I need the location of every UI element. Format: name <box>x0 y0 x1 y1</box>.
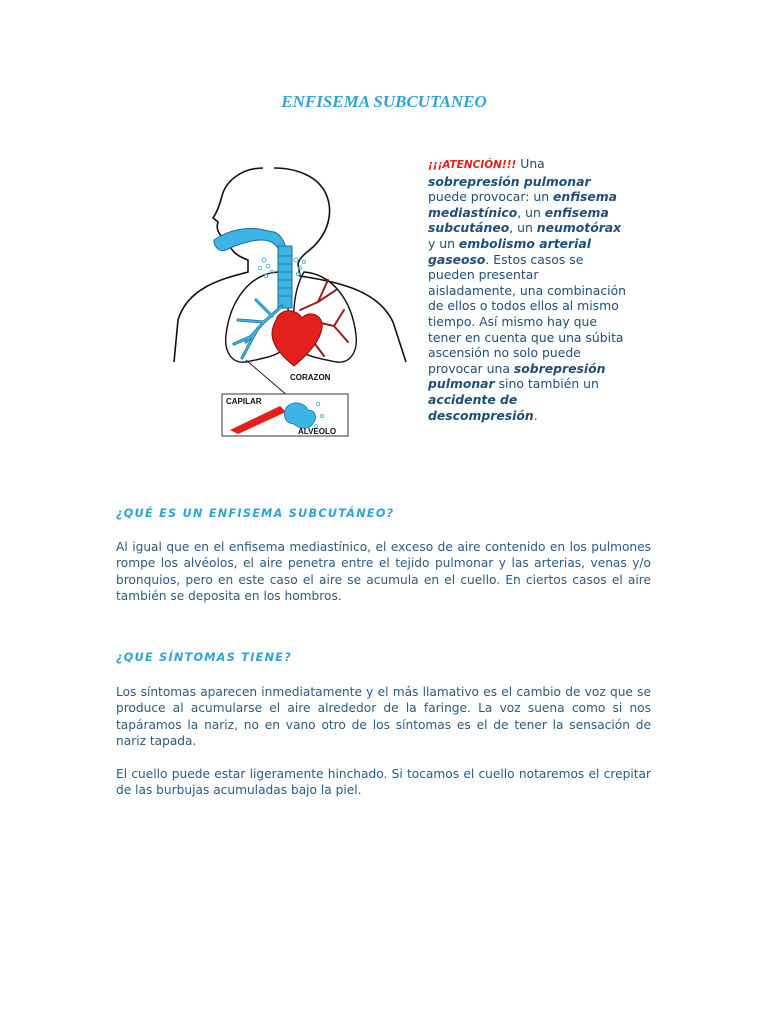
heart-label: CORAZON <box>290 373 331 382</box>
aside-text: sino también un <box>494 376 599 392</box>
aside-emphasis: enfisema subcutáneo <box>428 204 609 236</box>
attention-label: ¡¡¡ATENCIÓN!!! <box>428 159 517 171</box>
section-heading-symptoms: ¿QUE SÍNTOMAS TIENE? <box>116 651 293 664</box>
page-title: ENFISEMA SUBCUTANEO <box>281 92 487 111</box>
aside-text: puede provocar: un <box>428 189 553 205</box>
respiratory-system-illustration <box>168 160 418 442</box>
body-outline <box>174 168 263 362</box>
section-paragraph: Al igual que en el enfisema mediastínico, el exceso de aire contenido en los pulmones rompe los alvéolos, el aire penetra entre el tejido pulmonar y las arterias, venas y/o bronquios, pero en este caso el aire se acumula en el cuello. En ciertos casos el aire también se deposita en los hombros. <box>116 540 651 603</box>
aside-text: . Estos casos se pueden presentar aisladamente, una combinación de ellos o todos ellos al mismo tiempo. Así mismo hay que tener en cuenta que una súbita ascensión no solo puede provocar una <box>428 251 627 376</box>
aside-text: Una <box>516 156 545 171</box>
warning-sidebar <box>428 156 628 423</box>
section-paragraph: El cuello puede estar ligeramente hinchado. Si tocamos el cuello notaremos el crepitar de las burbujas acumuladas bajo la piel. <box>116 767 651 798</box>
callout-line <box>246 360 288 396</box>
aside-text: . <box>533 407 538 423</box>
aside-emphasis: accidente de descompresión <box>428 391 534 423</box>
aside-text: y un <box>428 235 459 251</box>
aside-emphasis: sobrepresión pulmonar <box>428 173 591 189</box>
aside-emphasis: neumotórax <box>536 220 622 236</box>
aside-text: , un <box>509 220 537 236</box>
aside-emphasis: embolismo arterial gaseoso <box>428 235 591 267</box>
alveolus-label: ALVEOLO <box>298 427 337 436</box>
aside-emphasis: enfisema mediastínico <box>428 189 618 220</box>
trachea <box>278 246 292 308</box>
upper-airway <box>214 228 286 256</box>
section-paragraph: Los síntomas aparecen inmediatamente y el más llamativo es el cambio de voz que se produce al acumularse el aire alrededor de la faringe. La voz suena como si nos tapáramos la nariz, no en vano otro de los síntomas es el de tener la sensación de nariz tapada. <box>116 685 651 748</box>
capillary-label: CAPILAR <box>226 397 262 406</box>
section-heading-what-is: ¿QUÉ ES UN ENFISEMA SUBCUTÁNEO? <box>116 507 395 520</box>
aside-emphasis: sobrepresión pulmonar <box>428 360 606 392</box>
aside-text: , un <box>517 204 545 220</box>
